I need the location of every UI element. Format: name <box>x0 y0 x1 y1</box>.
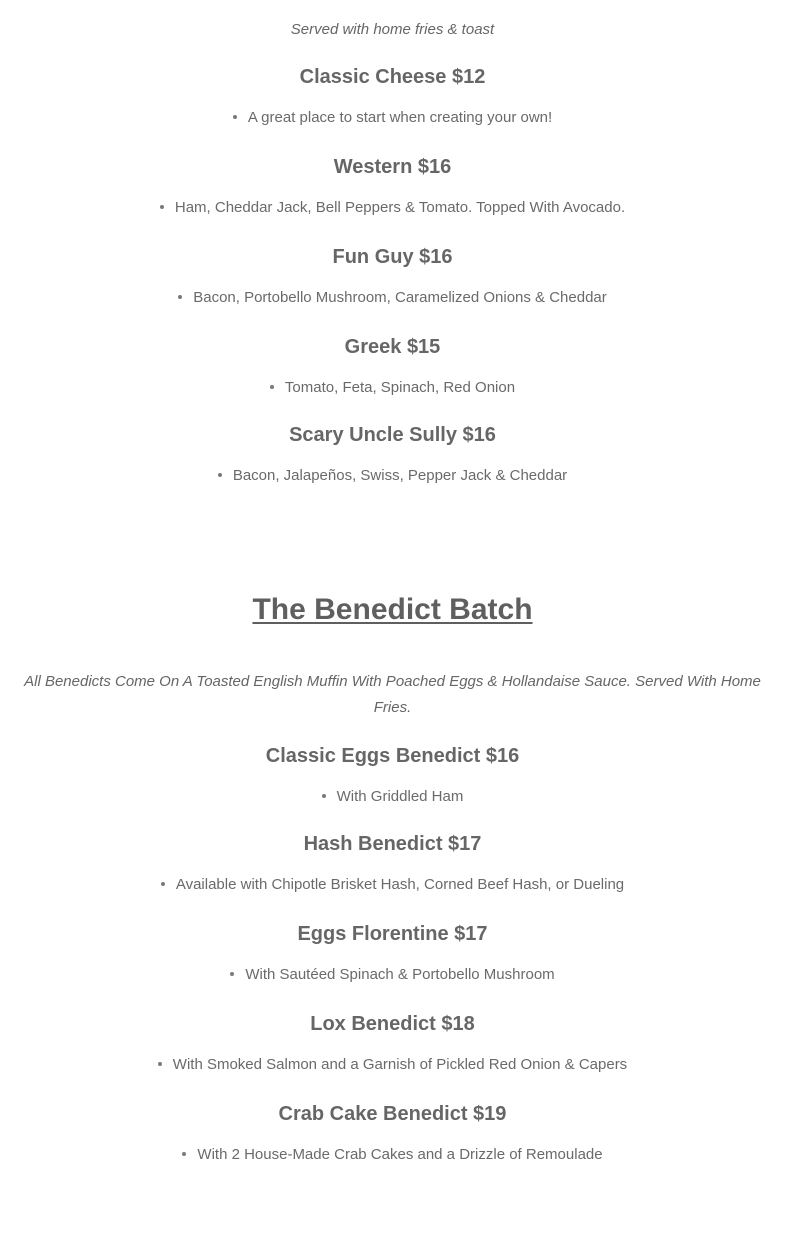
benedict-item-crab-cake <box>0 1101 785 1165</box>
omelette-title-fun-guy: Fun Guy $16 <box>332 246 453 268</box>
omelette-item-fun-guy <box>0 244 785 308</box>
bullet-icon <box>218 473 222 477</box>
benedicts-section <box>0 591 785 1165</box>
omelette-desc-text-western: Ham, Cheddar Jack, Bell Peppers & Tomato. Topped With Avocado. <box>174 199 626 216</box>
benedict-desc-text-classic: With Griddled Ham <box>336 788 464 805</box>
benedicts-intro: All Benedicts Come On A Toasted English Muffin With Poached Eggs & Hollandaise Sauce. Served With Home Fries. <box>24 673 761 716</box>
omelette-desc-classic-cheese <box>233 108 552 128</box>
benedict-item-florentine <box>0 921 785 985</box>
section-spacer <box>0 486 785 591</box>
omelettes-section <box>0 0 785 486</box>
omelette-title-scary-uncle-sully: Scary Uncle Sully $16 <box>289 424 496 446</box>
bullet-icon <box>178 295 182 299</box>
benedict-title-lox: Lox Benedict $18 <box>310 1013 475 1035</box>
benedicts-heading: The Benedict Batch <box>252 593 533 626</box>
bullet-icon <box>161 882 165 886</box>
benedict-desc-crab-cake <box>182 1145 602 1165</box>
bullet-icon <box>322 794 326 798</box>
bullet-icon <box>270 385 274 389</box>
omelette-desc-text-fun-guy: Bacon, Portobello Mushroom, Caramelized Onions & Cheddar <box>193 289 607 306</box>
benedicts-list <box>0 743 785 1165</box>
omelette-desc-fun-guy <box>178 288 607 308</box>
benedict-desc-text-crab-cake: With 2 House-Made Crab Cakes and a Drizzle of Remoulade <box>197 1146 603 1163</box>
benedict-desc-lox <box>158 1055 627 1075</box>
bullet-icon <box>182 1152 186 1156</box>
omelette-desc-scary-uncle-sully <box>218 466 567 486</box>
bullet-icon <box>230 972 234 976</box>
benedict-title-florentine: Eggs Florentine $17 <box>297 923 488 945</box>
bullet-icon <box>158 1062 162 1066</box>
bullet-icon <box>233 115 237 119</box>
omelette-item-greek <box>0 334 785 398</box>
benedict-title-classic: Classic Eggs Benedict $16 <box>265 745 520 767</box>
omelette-desc-text-greek: Tomato, Feta, Spinach, Red Onion <box>284 379 516 396</box>
benedict-title-crab-cake: Crab Cake Benedict $19 <box>278 1103 507 1125</box>
omelette-desc-western <box>160 198 625 218</box>
omelette-item-scary-uncle-sully <box>0 422 785 486</box>
benedict-item-classic <box>0 743 785 807</box>
benedict-desc-florentine <box>230 965 554 985</box>
benedict-item-hash <box>0 831 785 895</box>
omelette-title-western: Western $16 <box>333 156 452 178</box>
omelettes-intro: Served with home fries & toast <box>290 21 495 38</box>
omelette-desc-greek <box>270 378 515 398</box>
benedict-desc-classic <box>322 787 464 807</box>
benedict-desc-text-lox: With Smoked Salmon and a Garnish of Pickled Red Onion & Capers <box>172 1056 628 1073</box>
benedict-title-hash: Hash Benedict $17 <box>303 833 482 855</box>
omelette-title-classic-cheese: Classic Cheese $12 <box>299 66 486 88</box>
benedict-desc-text-florentine: With Sautéed Spinach & Portobello Mushroom <box>245 966 555 983</box>
benedict-item-lox <box>0 1011 785 1075</box>
omelette-item-western <box>0 154 785 218</box>
benedict-desc-hash <box>161 875 624 895</box>
omelette-desc-text-scary-uncle-sully: Bacon, Jalapeños, Swiss, Pepper Jack & Cheddar <box>232 467 568 484</box>
benedict-desc-text-hash: Available with Chipotle Brisket Hash, Corned Beef Hash, or Dueling <box>175 876 625 893</box>
bullet-icon <box>160 205 164 209</box>
omelette-title-greek: Greek $15 <box>344 336 441 358</box>
omelette-desc-text-classic-cheese: A great place to start when creating your own! <box>247 109 553 126</box>
omelette-item-classic-cheese <box>0 64 785 128</box>
omelettes-list <box>0 64 785 486</box>
